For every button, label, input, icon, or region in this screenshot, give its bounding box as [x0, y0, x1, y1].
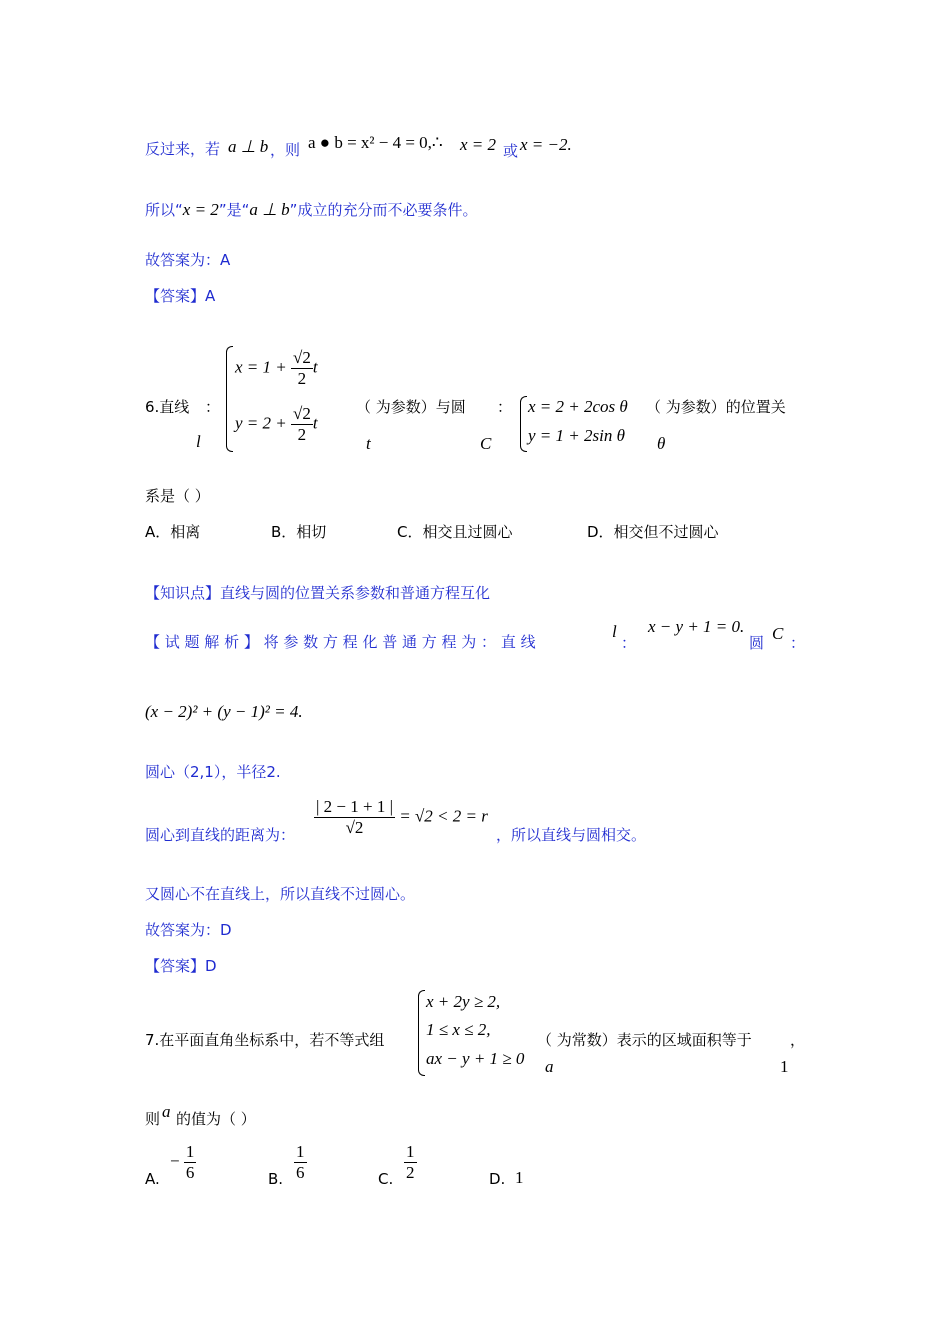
conclusion-line [145, 200, 477, 220]
q6-option-a: A．相离 [145, 523, 201, 541]
option-b-fraction [294, 1142, 307, 1183]
q6-C: C [480, 434, 492, 453]
eq2-text: y = 2 + [235, 413, 287, 433]
perp-inline: a ⊥ b [249, 200, 290, 219]
q6-option-b: B．相切 [271, 523, 327, 541]
q7-comma: ， [790, 1031, 806, 1049]
frac-den: 2 [406, 1163, 415, 1182]
q6-colon: ： [205, 398, 221, 416]
q6-circle-eq1: x = 2 + 2cos θ [528, 397, 628, 416]
q7-ineq3: ax − y + 1 ≥ 0 [426, 1049, 525, 1068]
distance-num: | 2 − 1 + 1 | [316, 797, 393, 816]
q6-circle-eq2: y = 1 + 2sin θ [528, 426, 625, 445]
q7-prefix: 7.在平面直角坐标系中，若不等式组 [145, 1031, 385, 1049]
distance-rest: = √2 < 2 = r [399, 806, 488, 826]
q7-brace [418, 990, 425, 1076]
reverse-text: 反过来，若 [145, 140, 221, 158]
frac-num: 1 [296, 1142, 305, 1161]
q7-cont-a: a [162, 1102, 171, 1121]
q6-continuation: 系是（ ） [145, 487, 210, 505]
q7-option-d-label: D. [489, 1170, 506, 1188]
solution-colon: ： [621, 634, 637, 652]
solution-C: C [772, 624, 784, 643]
frac-den: 6 [296, 1163, 305, 1182]
circle-word: 圆 [749, 634, 765, 652]
t-var: t [312, 413, 318, 433]
frac-den: 6 [185, 1163, 195, 1182]
dot-product-expression: a ● b = x² − 4 = 0,∴ [308, 133, 443, 152]
q6-line-eq1 [235, 348, 318, 389]
minus-sign: − [170, 1151, 180, 1171]
q6-theta: θ [657, 434, 666, 453]
reverse-line [145, 139, 220, 159]
q6-option-d: D．相交但不过圆心 [587, 523, 719, 541]
q7-cont-post: 的值为（ ） [176, 1110, 256, 1128]
option-c-fraction [404, 1142, 417, 1183]
answer-text-6: 故答案为：D [145, 921, 232, 939]
then-text: ，则 [270, 141, 301, 159]
distance-lead: 圆心到直线的距离为： [145, 826, 296, 844]
q7-a: a [545, 1057, 554, 1076]
q6-circle-brace [520, 396, 527, 452]
x-equals-minus-2: x = −2. [520, 135, 572, 154]
frac-num: √2 [293, 404, 311, 423]
q6-line-eq2 [235, 404, 318, 445]
q6-line-brace [226, 346, 233, 452]
eq1-text: x = 1 + [235, 357, 287, 377]
perp-expression [228, 137, 268, 157]
solution-l: l [612, 622, 617, 641]
x-eq-2-inline: x = 2 [182, 200, 219, 219]
q7-option-c-value [404, 1142, 417, 1183]
not-through-center: 又圆心不在直线上，所以直线不过圆心。 [145, 885, 416, 903]
q7-option-b-label: B. [268, 1170, 284, 1188]
q6-option-c: C．相交且过圆心 [397, 523, 513, 541]
distance-tail: ，所以直线与圆相交。 [496, 826, 647, 844]
frac-num: 1 [406, 1142, 415, 1161]
conclusion-mid: ”是“ [218, 201, 250, 219]
q7-option-c-label: C. [378, 1170, 394, 1188]
frac-num: √2 [293, 348, 311, 367]
circle-equation: (x − 2)² + (y − 1)² = 4. [145, 702, 303, 721]
q7-option-b-value [294, 1142, 307, 1183]
perp-math: a ⊥ b [228, 137, 269, 156]
sqrt2-over-2-b [291, 404, 313, 445]
frac-den: 2 [297, 425, 307, 444]
q7-one: 1 [780, 1057, 789, 1076]
q6-t-param: t [366, 434, 371, 453]
or-text: 或 [503, 142, 519, 160]
answer-text-5: 故答案为：A [145, 251, 231, 269]
q6-l: l [196, 432, 201, 451]
option-a-fraction [184, 1142, 197, 1183]
q7-ineq2: 1 ≤ x ≤ 2, [426, 1020, 491, 1039]
sqrt2-over-2-a [291, 348, 313, 389]
distance-formula [314, 797, 488, 838]
center-radius: 圆心（2,1），半径2. [145, 763, 281, 781]
q7-ineq1: x + 2y ≥ 2, [426, 992, 501, 1011]
answer-6: 【答案】D [145, 957, 217, 975]
q6-param2: （ 为参数）的位置关 [646, 398, 786, 416]
distance-den: √2 [345, 818, 364, 837]
frac-den: 2 [297, 369, 307, 388]
conclusion-tail: ”成立的充分而不必要条件。 [289, 201, 478, 219]
conclusion-lead: 所以“ [145, 201, 183, 219]
solution-colon2: ： [790, 634, 806, 652]
q6-param1: （ 为参数）与圆 [356, 398, 466, 416]
x-equals-2: x = 2 [460, 135, 497, 154]
line-equation: x − y + 1 = 0. [648, 617, 745, 636]
q7-option-a-value [170, 1142, 196, 1183]
frac-num: 1 [185, 1142, 195, 1161]
q7-option-d-value: 1 [515, 1168, 524, 1187]
q6-colon2: ： [497, 398, 513, 416]
q7-option-a-label: A. [145, 1170, 160, 1188]
t-var: t [312, 357, 318, 377]
q7-middle: （ 为常数）表示的区域面积等于 [537, 1031, 752, 1049]
knowledge-point: 【知识点】直线与圆的位置关系参数和普通方程互化 [145, 584, 491, 602]
answer-5: 【答案】A [145, 287, 216, 305]
distance-fraction [314, 797, 395, 838]
q7-cont-pre: 则 [145, 1110, 161, 1128]
q6-prefix: 6.直线 [145, 398, 190, 416]
solution-lead: 【 试 题 解 析 】 将 参 数 方 程 化 普 通 方 程 为 ： 直 线 [145, 633, 536, 651]
